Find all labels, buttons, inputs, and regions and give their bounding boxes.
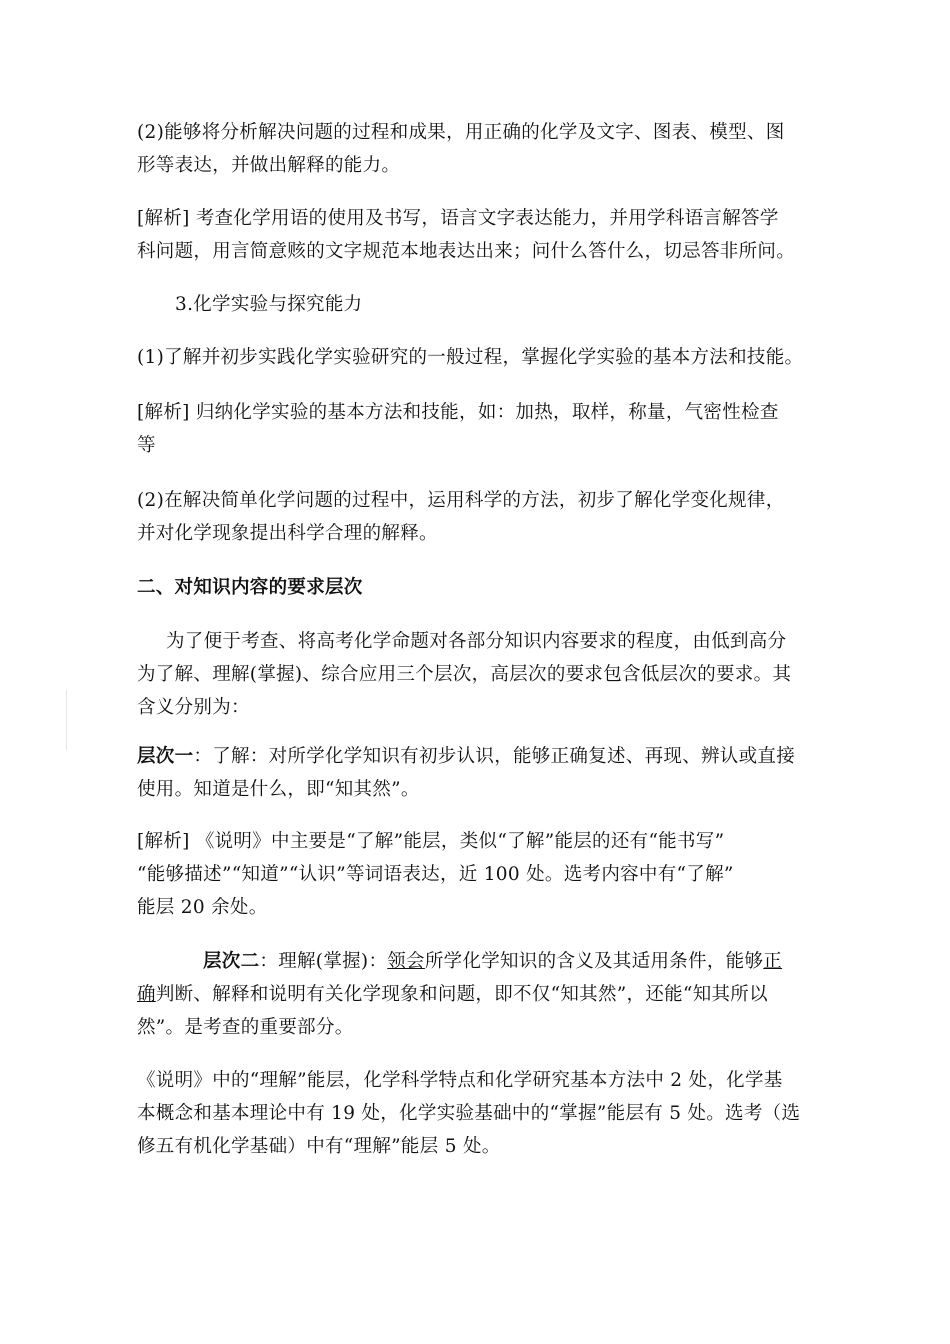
level2-text: 判断、解释和说明有关化学现象和问题，即不仅“知其然”，还能“知其所以 bbox=[155, 984, 768, 1005]
paragraph-line: 并对化学现象提出科学合理的解释。 bbox=[137, 523, 438, 544]
level2-line bbox=[137, 983, 768, 1007]
level2-underlined-term: 正 bbox=[763, 951, 783, 972]
subheading: 3.化学实验与探究能力 bbox=[175, 294, 363, 315]
analysis-line: [解析] 考查化学用语的使用及书写，语言文字表达能力，并用学科语言解答学 bbox=[137, 208, 779, 229]
level2-underlined-term: 领会 bbox=[387, 951, 425, 972]
paragraph-line: 修五有机化学基础）中有“理解”能层 5 处。 bbox=[137, 1136, 501, 1157]
level1-label: 层次一 bbox=[137, 746, 194, 767]
level2-line: 然”。是考查的重要部分。 bbox=[137, 1017, 354, 1038]
paragraph-line: 《说明》中的“理解”能层，化学科学特点和化学研究基本方法中 2 处，化学基 bbox=[137, 1070, 783, 1091]
level2-underlined-term: 确 bbox=[137, 984, 156, 1005]
level1-text: ：了解：对所学化学知识有初步认识，能够正确复述、再现、辨认或直接 bbox=[193, 746, 796, 767]
level2-text: 所学化学知识的含义及其适用条件，能够 bbox=[424, 951, 764, 972]
analysis-line: 能层 20 余处。 bbox=[137, 897, 268, 918]
paragraph-line: 为了便于考查、将高考化学命题对各部分知识内容要求的程度，由低到高分 bbox=[166, 631, 787, 652]
paragraph-line: 形等表达，并做出解释的能力。 bbox=[137, 155, 401, 176]
analysis-line: 科问题，用言简意赅的文字规范本地表达出来；问什么答什么，切忌答非所问。 bbox=[137, 241, 796, 262]
paragraph-line: 本概念和基本理论中有 19 处，化学实验基础中的“掌握”能层有 5 处。选考（选 bbox=[137, 1103, 801, 1124]
section-title: 二、对知识内容的要求层次 bbox=[137, 577, 363, 598]
level2-text: ：理解(掌握)： bbox=[259, 951, 388, 972]
analysis-line: [解析] 《说明》中主要是“了解”能层，类似“了解”能层的还有“能书写” bbox=[137, 831, 725, 852]
analysis-line: [解析] 归纳化学实验的基本方法和技能，如：加热，取样，称量，气密性检查 bbox=[137, 402, 779, 423]
paragraph-line: 为了解、理解(掌握)、综合应用三个层次，高层次的要求包含低层次的要求。其 bbox=[137, 664, 792, 685]
paragraph-line: (1)了解并初步实践化学实验研究的一般过程，掌握化学实验的基本方法和技能。 bbox=[137, 347, 804, 368]
level1-line: 使用。知道是什么，即“知其然”。 bbox=[137, 779, 420, 800]
paragraph-line: (2)能够将分析解决问题的过程和成果，用正确的化学及文字、图表、模型、图 bbox=[137, 122, 785, 143]
level2-label: 层次二 bbox=[203, 951, 260, 972]
level1-line bbox=[137, 745, 795, 769]
level2-line bbox=[203, 950, 782, 974]
analysis-line: 等 bbox=[137, 435, 156, 456]
paragraph-line: 含义分别为： bbox=[137, 697, 250, 718]
analysis-line: “能够描述”“知道”“认识”等词语表达，近 100 处。选考内容中有“了解” bbox=[137, 864, 734, 885]
margin-mark bbox=[66, 690, 67, 750]
paragraph-line: (2)在解决简单化学问题的过程中，运用科学的方法，初步了解化学变化规律， bbox=[137, 490, 785, 511]
